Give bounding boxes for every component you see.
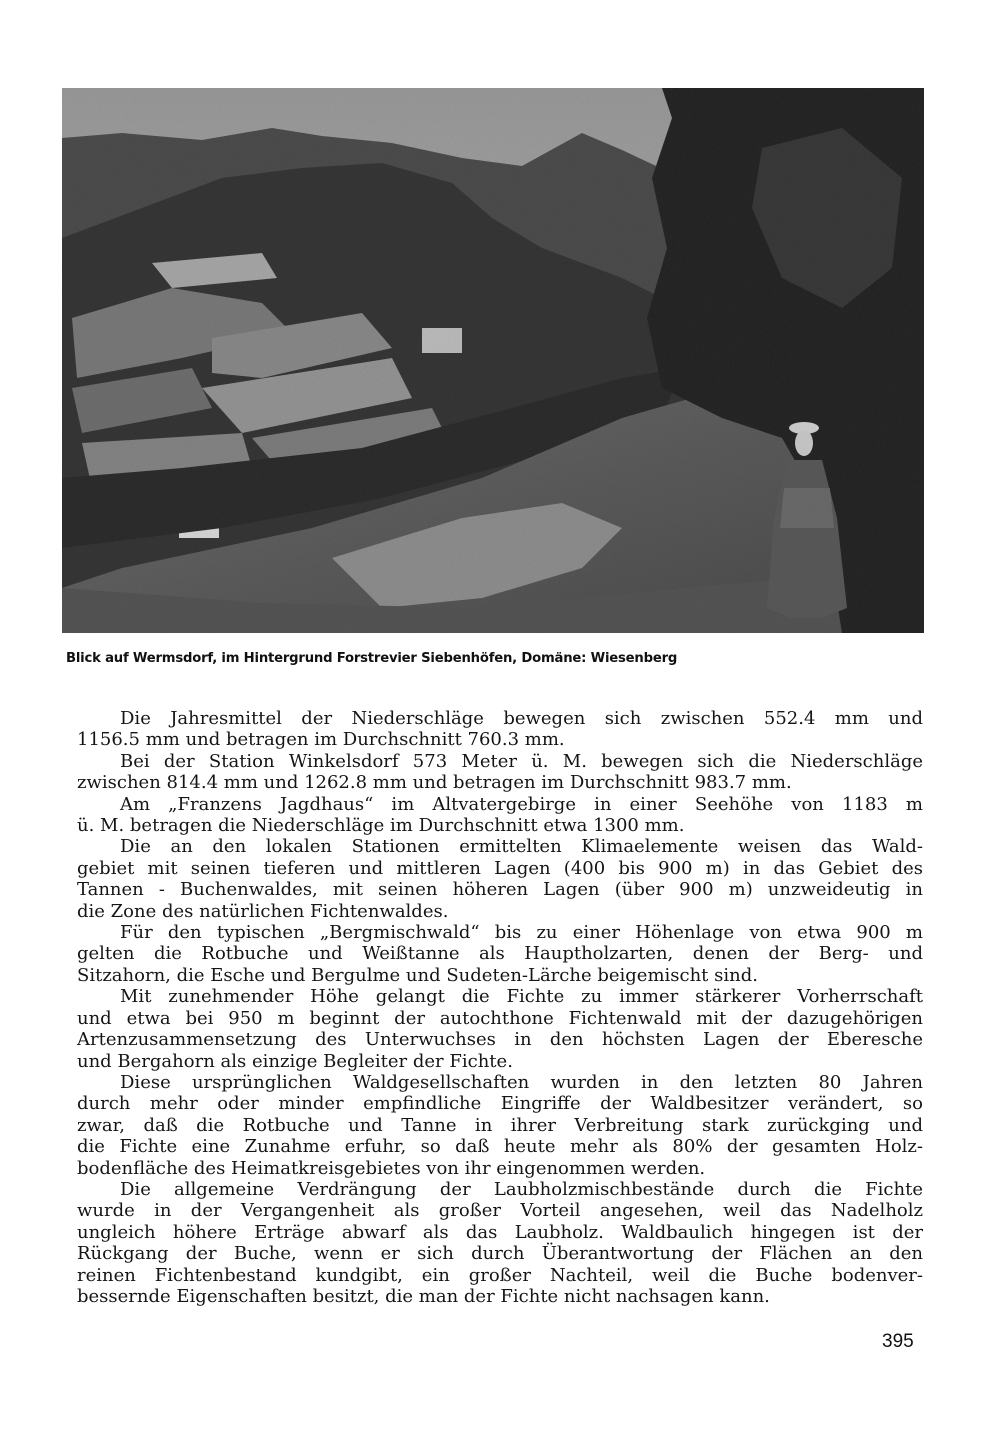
text-line: zwischen 814.4 mm und 1262.8 mm und betragen im Durchschnitt 983.7 mm. bbox=[77, 772, 792, 794]
text-line: wurde in der Vergangenheit als großer Vorteil angesehen, weil das Nadelholz bbox=[77, 1200, 923, 1222]
landscape-photo-graphic bbox=[62, 88, 924, 633]
paragraph bbox=[77, 708, 923, 751]
text-line: Die allgemeine Verdrängung der Laubholzmischbestände durch die Fichte bbox=[120, 1178, 923, 1200]
text-line: durch mehr oder minder empfindliche Eingriffe der Waldbesitzer verändert, so bbox=[77, 1093, 923, 1115]
paragraph bbox=[77, 1072, 923, 1179]
text-line: die Zone des natürlichen Fichtenwaldes. bbox=[77, 900, 449, 922]
paragraph bbox=[77, 751, 923, 794]
paragraph bbox=[77, 986, 923, 1072]
text-line: bessernde Eigenschaften besitzt, die man der Fichte nicht nachsagen kann. bbox=[77, 1285, 770, 1307]
text-line: Die Jahresmittel der Niederschläge bewegen sich zwischen 552.4 mm und bbox=[120, 708, 923, 729]
landscape-photo bbox=[62, 88, 924, 633]
text-line: reinen Fichtenbestand kundgibt, ein großer Nachteil, weil die Buche bodenver- bbox=[77, 1264, 923, 1286]
text-line: ü. M. betragen die Niederschläge im Durchschnitt etwa 1300 mm. bbox=[77, 815, 685, 837]
text-line: Mit zunehmender Höhe gelangt die Fichte zu immer stärkerer Vorherrschaft bbox=[120, 986, 923, 1008]
text-line: Bei der Station Winkelsdorf 573 Meter ü. M. bewegen sich die Niederschläge bbox=[120, 750, 923, 772]
text-line: 1156.5 mm und betragen im Durchschnitt 760.3 mm. bbox=[77, 729, 565, 751]
woman-face bbox=[795, 430, 813, 456]
paragraph bbox=[77, 922, 923, 986]
text-line: Für den typischen „Bergmischwald“ bis zu einer Höhenlage von etwa 900 m bbox=[120, 922, 923, 944]
text-line: zwar, daß die Rotbuche und Tanne in ihrer Verbreitung stark zurückging und bbox=[77, 1114, 923, 1136]
text-line: Diese ursprünglichen Waldgesellschaften wurden in den letzten 80 Jahren bbox=[120, 1071, 923, 1093]
paragraph bbox=[77, 836, 923, 922]
text-line: Tannen - Buchenwaldes, mit seinen höheren Lagen (über 900 m) unzweideutig in bbox=[77, 879, 923, 901]
text-line: Sitzahorn, die Esche und Bergulme und Sudeten-Lärche beigemischt sind. bbox=[77, 964, 758, 986]
text-line: ungleich höhere Erträge abwarf als das Laubholz. Waldbaulich hingegen ist der bbox=[77, 1221, 923, 1243]
text-line: Artenzusammensetzung des Unterwuchses in den höchsten Lagen der Eberesche bbox=[77, 1029, 923, 1051]
body-text bbox=[77, 708, 923, 1307]
text-line: und etwa bei 950 m beginnt der autochthone Fichtenwald mit der dazugehörigen bbox=[77, 1007, 923, 1029]
text-line: gebiet mit seinen tieferen und mittleren Lagen (400 bis 900 m) in das Gebiet des bbox=[77, 857, 923, 879]
paragraph bbox=[77, 1179, 923, 1307]
house bbox=[422, 328, 462, 353]
text-line: bodenfläche des Heimatkreisgebietes von ihr eingenommen werden. bbox=[77, 1157, 706, 1179]
text-line: Rückgang der Buche, wenn er sich durch Überantwortung der Flächen an den bbox=[77, 1243, 923, 1265]
paragraph bbox=[77, 794, 923, 837]
text-line: Die an den lokalen Stationen ermittelten Klimaelemente weisen das Wald- bbox=[120, 836, 923, 858]
text-line: gelten die Rotbuche und Weißtanne als Hauptholzarten, denen der Berg- und bbox=[77, 943, 923, 965]
text-line: und Bergahorn als einzige Begleiter der Fichte. bbox=[77, 1050, 513, 1072]
photo-caption: Blick auf Wermsdorf, im Hintergrund Forstrevier Siebenhöfen, Domäne: Wiesenberg bbox=[66, 651, 678, 666]
text-line: Am „Franzens Jagdhaus“ im Altvatergebirge in einer Seehöhe von 1183 m bbox=[120, 793, 923, 815]
page-number: 395 bbox=[882, 1331, 914, 1352]
text-line: die Fichte eine Zunahme erfuhr, so daß heute mehr als 80% der gesamten Holz- bbox=[77, 1136, 923, 1158]
woman-dress-pattern bbox=[780, 488, 834, 528]
